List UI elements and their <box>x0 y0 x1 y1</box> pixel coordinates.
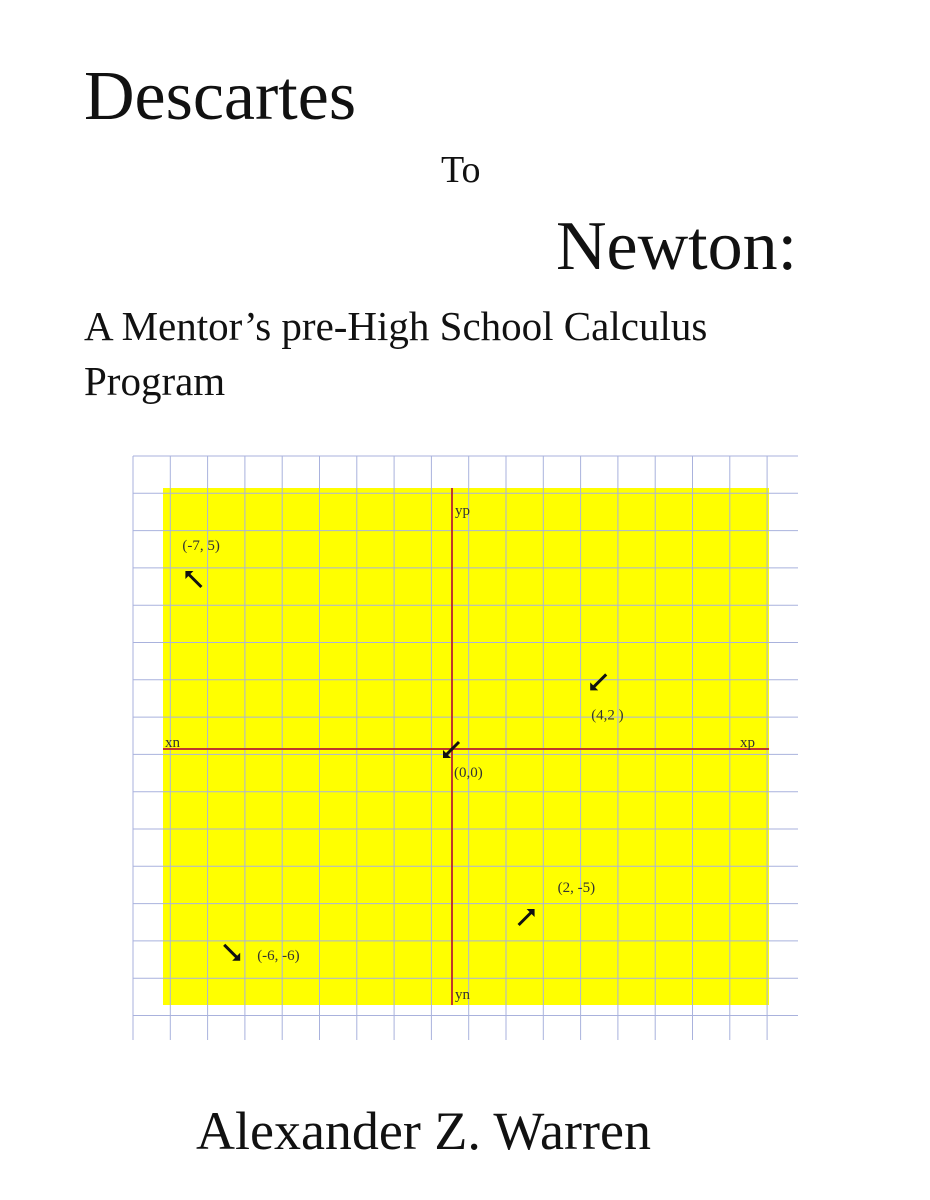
title-to: To <box>441 149 481 191</box>
point-label: (4,2 ) <box>591 707 624 724</box>
plane-background <box>163 488 769 1005</box>
x-positive-label: xp <box>740 735 755 751</box>
point-label: (-7, 5) <box>182 538 220 554</box>
subtitle-line-1: A Mentor’s pre-High School Calculus <box>84 303 708 349</box>
title-descartes: Descartes <box>84 58 357 135</box>
x-negative-label: xn <box>165 735 180 751</box>
point-label: (-6, -6) <box>257 947 300 964</box>
point-label: (0,0) <box>454 765 483 781</box>
y-positive-label: yp <box>455 503 470 519</box>
author-name: Alexander Z. Warren <box>196 1101 651 1161</box>
point-label: (2, -5) <box>557 880 596 896</box>
y-negative-label: yn <box>455 987 470 1003</box>
subtitle-line-2: Program <box>84 358 226 404</box>
title-newton: Newton: <box>556 208 798 285</box>
